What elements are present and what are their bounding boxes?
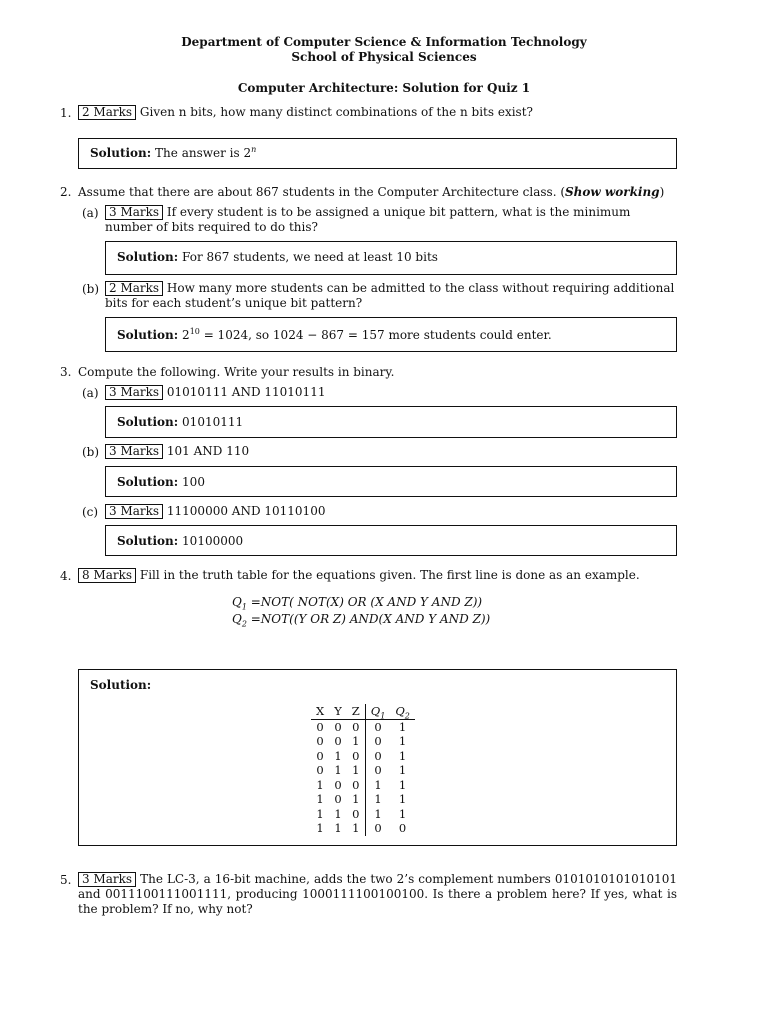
q2b-solution-box xyxy=(105,317,677,352)
q2b-solution-exponent: 10 xyxy=(189,327,200,336)
truth-table-cell: 0 xyxy=(374,734,382,748)
q3a-question xyxy=(105,385,325,400)
truth-table-cell: 1 xyxy=(398,792,407,806)
q1-number: 1. xyxy=(60,106,72,120)
header-q1: $Q_1$ xyxy=(365,704,390,719)
q3b-label: (b) xyxy=(82,445,100,459)
eq2-sub: 2 xyxy=(241,619,247,629)
truth-table-cell: 1 xyxy=(398,748,407,763)
truth-table-cell: 0 xyxy=(334,777,342,792)
school-heading: School of Physical Sciences xyxy=(291,50,477,64)
q2-close-paren: ) xyxy=(659,185,665,199)
department-heading: Department of Computer Science & Information Technology xyxy=(181,35,587,49)
q5-number: 5. xyxy=(60,873,72,887)
truth-table-container xyxy=(311,704,415,836)
q2b-marks-box: 2 Marks xyxy=(105,281,163,296)
truth-table-cell: 1 xyxy=(316,821,324,835)
solution-label: Solution: xyxy=(117,475,179,489)
truth-table-cell: 1 xyxy=(316,806,324,821)
truth-table-cell: 1 xyxy=(334,806,342,821)
q3c-solution-box xyxy=(105,525,677,556)
q1-solution-box xyxy=(78,138,677,169)
q3c-solution-text: 10100000 xyxy=(182,534,244,548)
q4-solution-box xyxy=(78,669,677,846)
header-x: X xyxy=(311,704,329,719)
q2-text: Assume that there are about 867 students in the Computer Architecture class. ( xyxy=(78,185,566,199)
q3a-label: (a) xyxy=(82,386,99,400)
truth-table-header-row xyxy=(311,704,415,719)
truth-table-row xyxy=(311,778,415,793)
truth-table-cell: 0 xyxy=(316,748,324,763)
truth-table-cell: 0 xyxy=(334,792,342,806)
truth-table-row xyxy=(311,734,415,749)
q3a-solution-text: 01010111 xyxy=(182,415,244,429)
q3b-text: 101 AND 110 xyxy=(166,444,250,458)
solution-label: Solution: xyxy=(117,415,179,429)
truth-table-cell: 1 xyxy=(347,792,366,807)
truth-table-cell: 1 xyxy=(347,763,366,778)
q4-text: Fill in the truth table for the equations given. The first line is done as an example. xyxy=(139,568,640,582)
eq1-rhs: =NOT( NOT(X) OR (X AND Y AND Z)) xyxy=(246,595,483,609)
truth-table-row xyxy=(311,792,415,807)
truth-table-cell: 1 xyxy=(334,748,342,763)
q3b-question xyxy=(105,444,249,459)
truth-table-cell: 1 xyxy=(316,792,324,806)
q5-text: The LC-3, a 16-bit machine, adds the two 2’s complement numbers 0101010101010101 and 0011100111001111, producing 1000111100100100. Is there a problem here? If yes, what is the problem? If no, why not? xyxy=(78,872,677,916)
q1-solution-text: The answer is 2 xyxy=(155,146,252,160)
q2a-solution-box xyxy=(105,241,677,275)
q4-number: 4. xyxy=(60,569,72,583)
q4-equation-2 xyxy=(232,612,491,629)
q3c-question xyxy=(105,504,325,519)
q3c-solution xyxy=(117,534,243,548)
header-y: Y xyxy=(329,704,347,719)
eq1-sub: 1 xyxy=(241,602,247,612)
q2a-solution xyxy=(117,250,438,264)
q2b-solution-rest: = 1024, so 1024 − 867 = 157 more students could enter. xyxy=(199,328,552,342)
eq2-rhs: =NOT((Y OR Z) AND(X AND Y AND Z)) xyxy=(246,612,491,626)
header-q2: $Q_2$ xyxy=(390,704,415,719)
q2b-solution-base: 2 xyxy=(182,328,190,342)
q2b-label: (b) xyxy=(82,282,100,296)
solution-label: Solution: xyxy=(90,678,152,692)
eq2-lhs: Q xyxy=(232,612,242,626)
q2-question xyxy=(78,185,664,199)
solution-label: Solution: xyxy=(117,250,179,264)
truth-table-cell: 0 xyxy=(374,821,382,835)
truth-table-cell: 0 xyxy=(374,763,382,777)
q3c-label: (c) xyxy=(82,505,99,519)
truth-table-cell: 0 xyxy=(347,749,366,764)
truth-table-cell: 1 xyxy=(398,763,407,777)
q3c-marks-box: 3 Marks xyxy=(105,504,163,519)
truth-table-cell: 1 xyxy=(334,763,342,777)
truth-table-cell: 1 xyxy=(347,821,366,836)
truth-table-cell: 0 xyxy=(374,719,382,734)
truth-table xyxy=(311,704,415,836)
truth-table-cell: 1 xyxy=(398,806,407,821)
q1-marks-box: 2 Marks xyxy=(78,105,136,120)
q1-solution-exponent: n xyxy=(251,145,257,154)
truth-table-row xyxy=(311,821,415,836)
truth-table-cell: 0 xyxy=(334,734,342,748)
truth-table-cell: 0 xyxy=(347,719,366,734)
q3b-solution-text: 100 xyxy=(182,475,205,489)
q3a-solution xyxy=(117,415,243,429)
truth-table-cell: 1 xyxy=(374,806,382,821)
truth-table-cell: 0 xyxy=(316,734,324,748)
q2a-label: (a) xyxy=(82,206,99,220)
truth-table-cell: 1 xyxy=(374,777,382,792)
q2a-text: If every student is to be assigned a unique bit pattern, what is the minimum number of bits required to do this? xyxy=(105,205,631,234)
truth-table-cell: 0 xyxy=(347,807,366,822)
q5-question xyxy=(78,872,677,916)
truth-table-cell: 1 xyxy=(347,734,366,749)
quiz-title: Computer Architecture: Solution for Quiz 1 xyxy=(237,81,531,95)
solution-label: Solution: xyxy=(90,146,152,160)
q1-solution xyxy=(90,146,256,160)
truth-table-cell: 0 xyxy=(398,821,407,835)
truth-table-cell: 1 xyxy=(398,719,407,734)
q4-marks-box: 8 Marks xyxy=(78,568,136,583)
truth-table-cell: 1 xyxy=(398,734,407,748)
truth-table-cell: 0 xyxy=(334,719,342,734)
truth-table-row xyxy=(311,749,415,764)
q2b-question xyxy=(105,281,677,310)
truth-table-row xyxy=(311,719,415,734)
truth-table-cell: 1 xyxy=(398,777,407,792)
truth-table-cell: 1 xyxy=(334,821,342,835)
q3b-solution xyxy=(117,475,205,489)
q1-text: Given n bits, how many distinct combinations of the n bits exist? xyxy=(139,105,533,119)
truth-table-cell: 0 xyxy=(316,763,324,777)
q2a-marks-box: 3 Marks xyxy=(105,205,163,220)
truth-table-cell: 0 xyxy=(347,778,366,793)
q3b-marks-box: 3 Marks xyxy=(105,444,163,459)
truth-table-row xyxy=(311,807,415,822)
q3a-marks-box: 3 Marks xyxy=(105,385,163,400)
q3b-solution-box xyxy=(105,466,677,497)
q3c-text: 11100000 AND 10110100 xyxy=(166,504,326,518)
q2b-solution xyxy=(117,328,552,342)
q5-marks-box: 3 Marks xyxy=(78,872,136,887)
q4-question xyxy=(78,568,640,583)
q2b-text: How many more students can be admitted to the class without requiring additional bits for each student’s unique bit pattern? xyxy=(105,281,675,310)
q3-number: 3. xyxy=(60,365,72,379)
truth-table-cell: 1 xyxy=(374,792,382,806)
q2a-solution-text: For 867 students, we need at least 10 bits xyxy=(182,250,438,264)
truth-table-body xyxy=(311,719,415,836)
header-z: Z xyxy=(347,704,366,719)
q3a-solution-box xyxy=(105,406,677,438)
q2a-question xyxy=(105,205,677,234)
q4-equation-1 xyxy=(232,595,483,612)
eq1-lhs: Q xyxy=(232,595,242,609)
q4-solution-label xyxy=(90,678,151,692)
solution-label: Solution: xyxy=(117,534,179,548)
show-working-label: Show working xyxy=(565,185,660,199)
truth-table-row xyxy=(311,763,415,778)
q3a-text: 01010111 AND 11010111 xyxy=(166,385,326,399)
truth-table-cell: 1 xyxy=(316,777,324,792)
solution-label: Solution: xyxy=(117,328,179,342)
q3-text: Compute the following. Write your results in binary. xyxy=(78,365,395,379)
truth-table-cell: 0 xyxy=(316,719,324,734)
truth-table-cell: 0 xyxy=(374,748,382,763)
q2-number: 2. xyxy=(60,185,72,199)
q1-question xyxy=(78,105,533,120)
